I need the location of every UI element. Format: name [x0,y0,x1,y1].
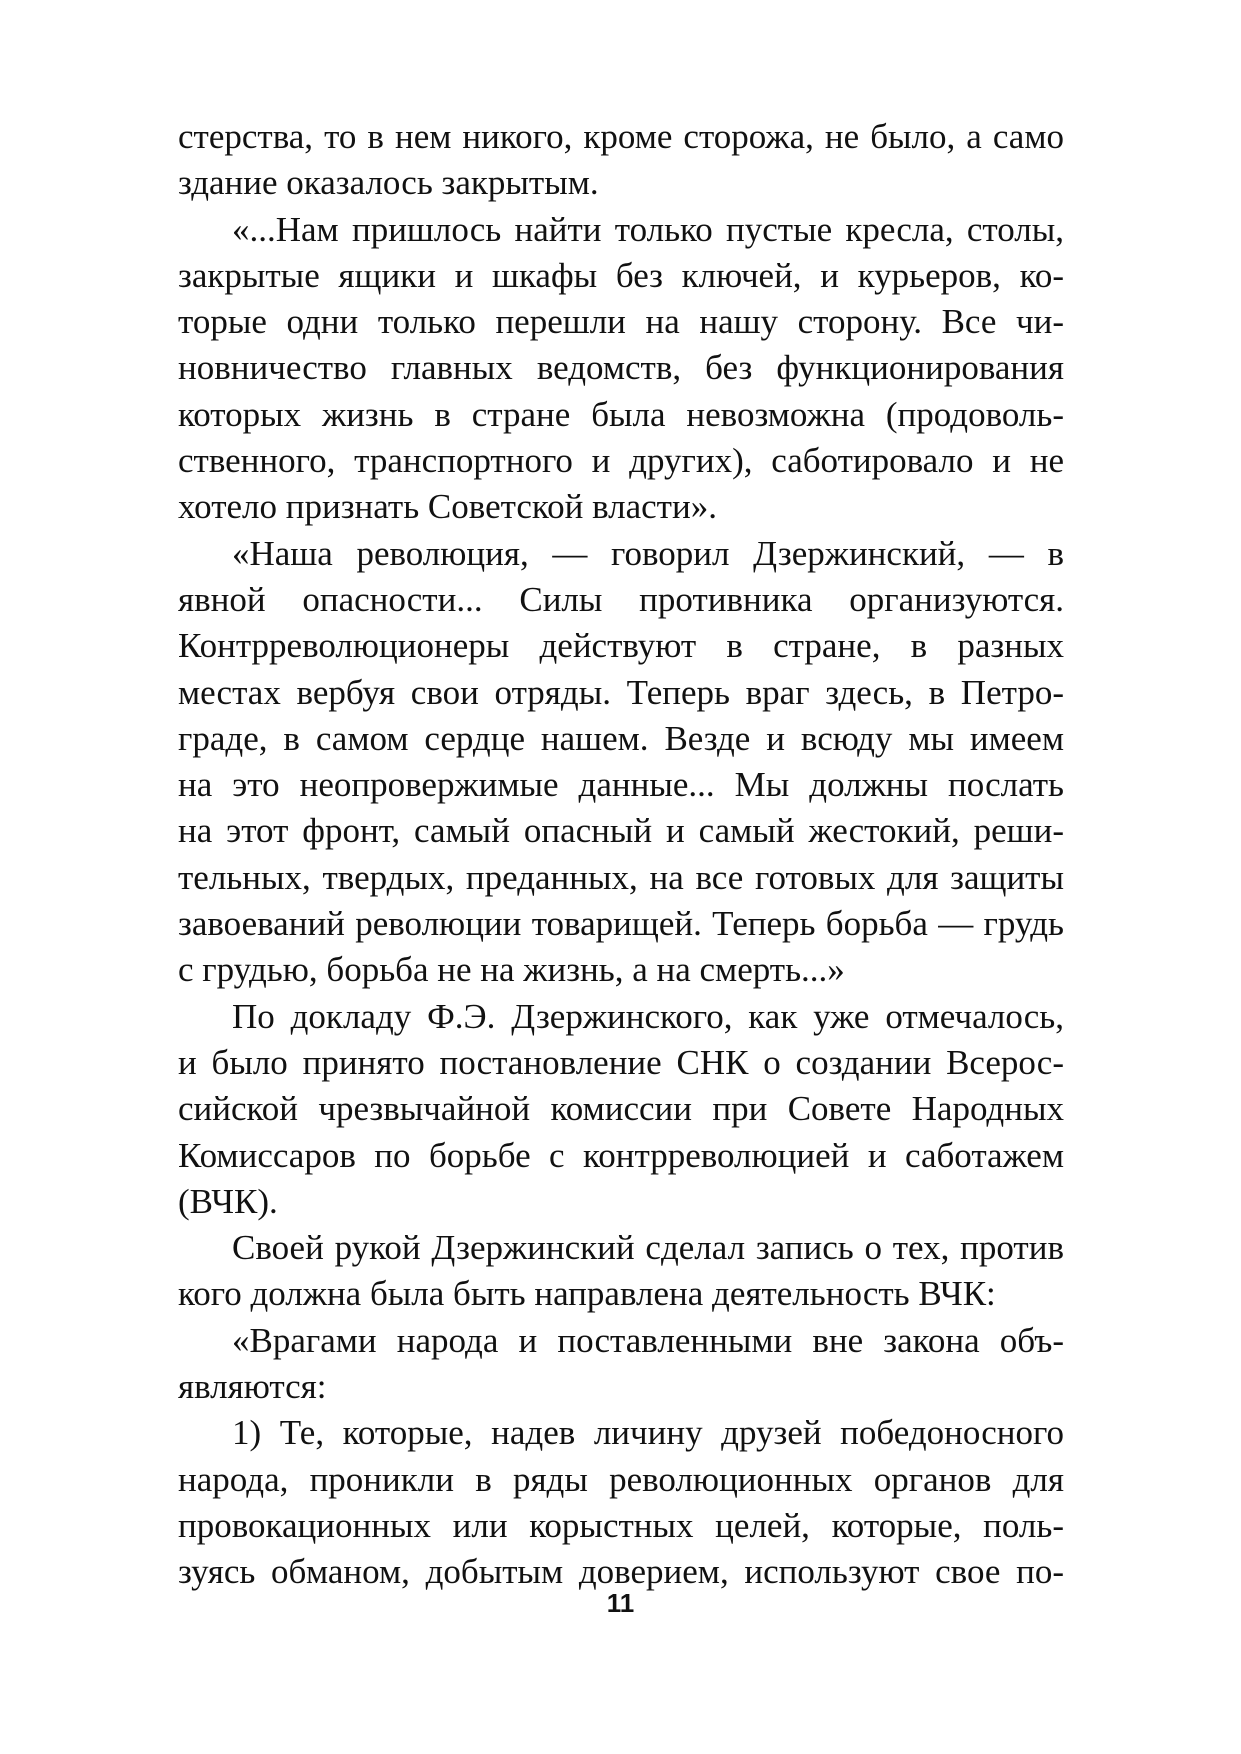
text-line: которых жизнь в стране была невозможна (продоволь- [178,394,1064,434]
text-line: Комиссаров по борьбе с контрреволюцией и саботажем [178,1135,1064,1175]
text-line: с грудью, борьба не на жизнь, а на смерть...» [178,950,845,990]
text-line: и было принято постановление СНК о создании Всерос- [178,1042,1064,1082]
text-line: провокационных или корыстных целей, которые, поль- [178,1505,1064,1545]
page-number: 11 [606,1588,635,1618]
text-line: зуясь обманом, добытым доверием, используют свое по- [178,1552,1064,1592]
text-line: здание оказалось закрытым. [178,163,599,203]
text-line: на это неопровержимые данные... Мы должны послать [178,765,1064,805]
text-line: Контрреволюционеры действуют в стране, в разных [178,626,1064,666]
text-line: «...Нам пришлось найти только пустые кресла, столы, [232,209,1064,249]
text-line: граде, в самом сердце нашем. Везде и всюду мы имеем [178,718,1064,758]
text-line: стерства, то в нем никого, кроме сторожа, не было, а само [178,117,1064,156]
text-line: «Врагами народа и поставленными вне закона объ- [232,1320,1064,1360]
text-line: «Наша революция, — говорил Дзержинский, — в [232,533,1064,573]
text-line: новничество главных ведомств, без функционирования [178,348,1064,388]
text-line: 1) Те, которые, надев личину друзей победоносного [232,1413,1064,1453]
text-line: являются: [178,1367,327,1407]
body-text [178,114,1064,1596]
text-line: местах вербуя свои отряды. Теперь враг здесь, в Петро- [178,672,1064,712]
text-line: Своей рукой Дзержинский сделал запись о тех, против [232,1228,1064,1268]
text-line: ственного, транспортного и других), саботировало и не [178,441,1064,481]
text-line: закрытые ящики и шкафы без ключей, и курьеров, ко- [178,255,1064,295]
text-line: хотело признать Советской власти». [178,487,717,527]
text-line: явной опасности... Силы противника организуются. [178,579,1064,619]
text-line: (ВЧК). [178,1181,278,1221]
text-line: По докладу Ф.Э. Дзержинского, как уже отмечалось, [232,996,1064,1036]
text-line: тельных, твердых, преданных, на все готовых для защиты [178,857,1064,897]
text-line: кого должна была быть направлена деятельность ВЧК: [178,1274,996,1314]
text-line: сийской чрезвычайной комиссии при Совете Народных [178,1089,1064,1129]
text-line: народа, проникли в ряды революционных органов для [178,1459,1064,1499]
text-line: торые одни только перешли на нашу сторону. Все чи- [178,302,1064,342]
text-line: на этот фронт, самый опасный и самый жестокий, реши- [178,811,1064,851]
text-line: завоеваний революции товарищей. Теперь борьба — грудь [178,904,1064,944]
